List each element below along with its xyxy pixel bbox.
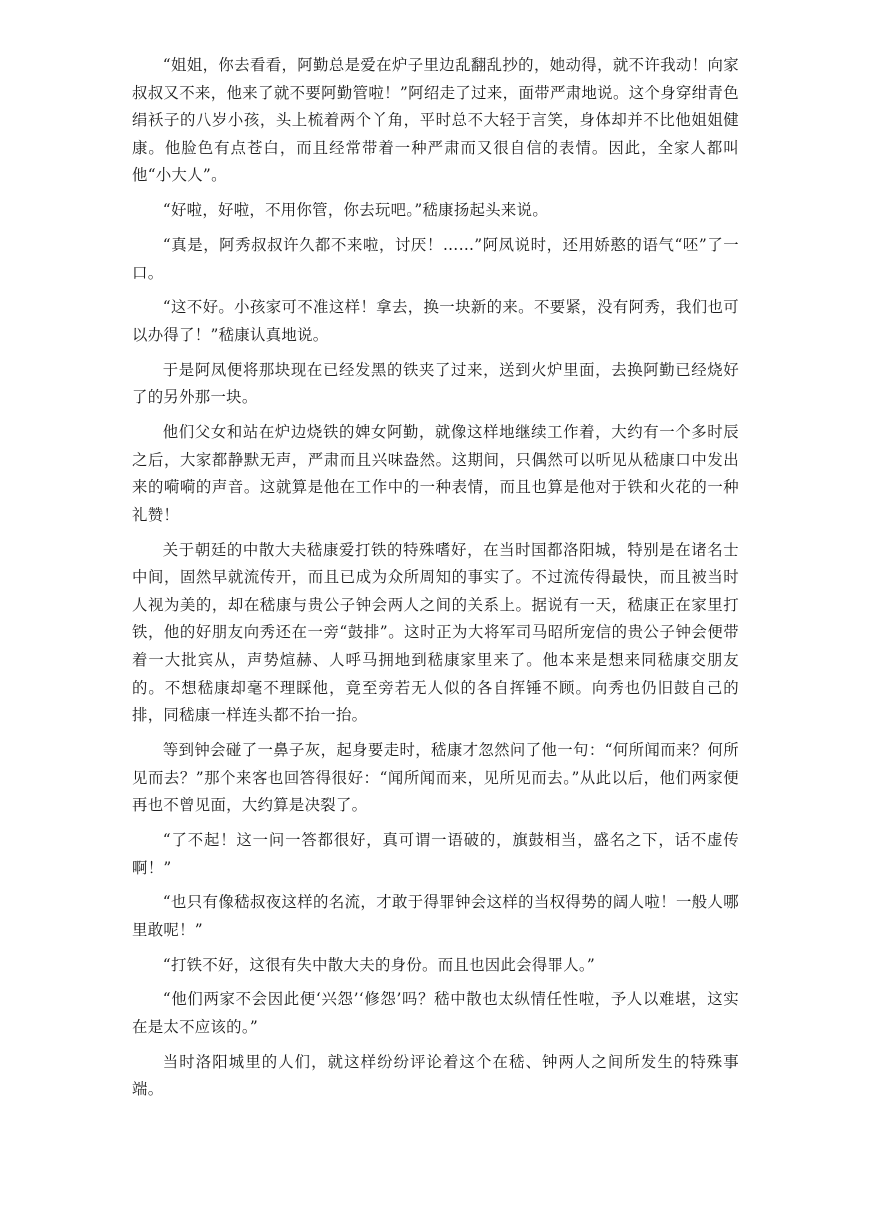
paragraph-6: 他们父女和站在炉边烧铁的婢女阿勤，就像这样地继续工作着，大约有一个多时辰之后，大家都静默无声，严肃而且兴味盎然。这期间，只偶然可以听见从嵇康口中发出来的嗬嗬的声音。这就算是他在工作中的一种表情，而且也算是他对于铁和火花的一种礼赞！ [132, 423, 739, 524]
paragraph-13: 当时洛阳城里的人们，就这样纷纷评论着这个在嵇、钟两人之间所发生的特殊事端。 [132, 1052, 739, 1099]
paragraph-12: “他们两家不会因此便‘兴怨’‘修怨’吗？嵇中散也太纵情任性啦，予人以难堪，这实在是太不应该的。” [132, 990, 739, 1037]
paragraph-10: “也只有像嵇叔夜这样的名流，才敢于得罪钟会这样的当权得势的阔人啦！一般人哪里敢呢！” [132, 893, 739, 939]
paragraph-8: 等到钟会碰了一鼻子灰，起身要走时，嵇康才忽然问了他一句：“何所闻而来？何所见而去？”那个来客也回答得很好：“闻所闻而来，见所见而去。”从此以后，他们两家便再也不曾见面，大约算是决裂了。 [132, 740, 739, 815]
paragraph-5: 于是阿凤便将那块现在已经发黑的铁夹了过来，送到火炉里面，去换阿勤已经烧好了的另外那一块。 [132, 360, 739, 407]
paragraph-3: “真是，阿秀叔叔许久都不来啦，讨厌！……”阿凤说时，还用娇憨的语气“呸”了一口。 [132, 235, 739, 282]
paragraph-1: “姐姐，你去看看，阿勤总是爱在炉子里边乱翻乱抄的，她动得，就不许我动！向家叔叔又不来，他来了就不要阿勤管啦！”阿绍走了过来，面带严肃地说。这个身穿绀青色绢袄子的八岁小孩，头上梳着两个丫角，平时总不大轻于言笑，身体却并不比他姐姐健康。他脸色有点苍白，而且经常带着一种严肃而又很自信的表情。因此，全家人都叫他“小大人”。 [132, 56, 739, 185]
paragraph-7: 关于朝廷的中散大夫嵇康爱打铁的特殊嗜好，在当时国都洛阳城，特别是在诸名士中间，固然早就流传开，而且已成为众所周知的事实了。不过流传得最快，而且被当时人视为美的，却在嵇康与贵公子钟会两人之间的关系上。据说有一天，嵇康正在家里打铁，他的好朋友向秀还在一旁“鼓排”。这时正为大将军司马昭所宠信的贵公子钟会便带着一大批宾从，声势煊赫、人呼马拥地到嵇康家里来了。他本来是想来同嵇康交朋友的。不想嵇康却毫不理睬他，竟至旁若无人似的各自挥锤不顾。向秀也仍旧鼓自己的排，同嵇康一样连头都不抬一抬。 [132, 540, 739, 725]
paragraph-4: “这不好。小孩家可不准这样！拿去，换一块新的来。不要紧，没有阿秀，我们也可以办得了！”嵇康认真地说。 [132, 298, 739, 344]
paragraph-11: “打铁不好，这很有失中散大夫的身份。而且也因此会得罪人。” [162, 955, 596, 974]
paragraph-9: “了不起！这一问一答都很好，真可谓一语破的，旗鼓相当，盛名之下，话不虚传啊！” [132, 830, 739, 877]
paragraph-2: “好啦，好啦，不用你管，你去玩吧。”嵇康扬起头来说。 [162, 201, 549, 220]
